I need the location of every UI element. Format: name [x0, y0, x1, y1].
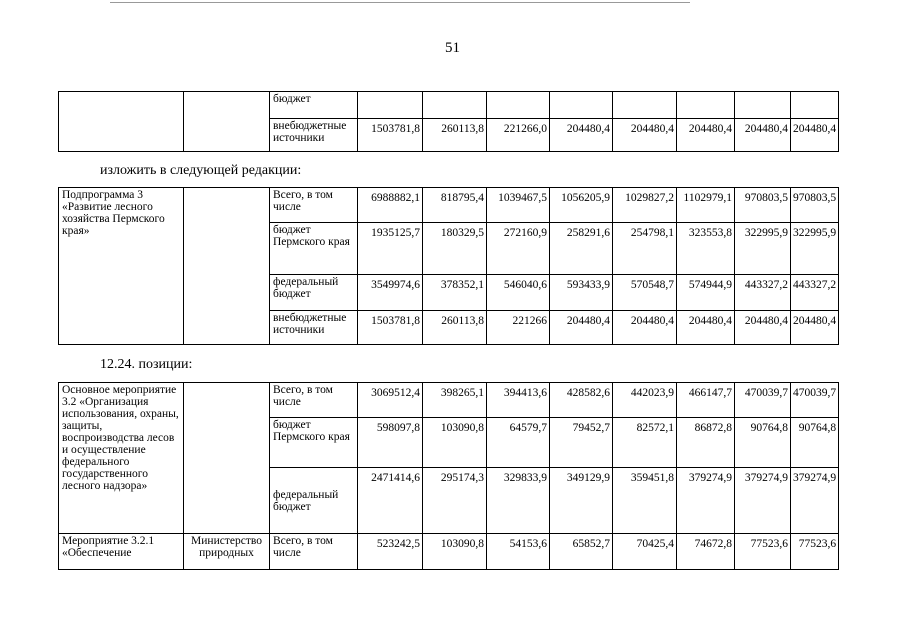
instruction-paragraph: изложить в следующей редакции:	[100, 163, 302, 178]
table-row	[59, 383, 839, 418]
value-cell: 443327,2	[735, 275, 791, 311]
value-cell: 258291,6	[550, 223, 613, 275]
value-cell	[613, 92, 677, 119]
value-cell: 523242,5	[358, 534, 423, 570]
responsible-cell-empty	[184, 92, 270, 152]
value-cell: 322995,9	[735, 223, 791, 275]
value-cell: 2471414,6	[358, 468, 423, 534]
value-cell: 65852,7	[550, 534, 613, 570]
value-cell: 77523,6	[735, 534, 791, 570]
value-cell: 322995,9	[791, 223, 839, 275]
value-cell: 379274,9	[677, 468, 735, 534]
value-cell: 221266	[487, 311, 550, 345]
value-cell: 204480,4	[735, 119, 791, 152]
value-cell: 349129,9	[550, 468, 613, 534]
top-edge-line	[110, 2, 690, 3]
value-cell: 598097,8	[358, 418, 423, 468]
funding-type-cell: бюджет	[270, 92, 358, 119]
value-cell	[677, 92, 735, 119]
value-cell: 204480,4	[613, 311, 677, 345]
value-cell: 260113,8	[423, 311, 487, 345]
value-cell: 1039467,5	[487, 188, 550, 223]
funding-type-cell: внебюджетные источники	[270, 119, 358, 152]
funding-type-cell: Всего, в том числе	[270, 534, 358, 570]
value-cell: 398265,1	[423, 383, 487, 418]
value-cell: 103090,8	[423, 418, 487, 468]
value-cell: 260113,8	[423, 119, 487, 152]
value-cell: 103090,8	[423, 534, 487, 570]
value-cell: 79452,7	[550, 418, 613, 468]
table-row	[59, 92, 839, 119]
funding-type-cell: федеральный бюджет	[270, 468, 358, 534]
value-cell: 204480,4	[550, 119, 613, 152]
value-cell: 323553,8	[677, 223, 735, 275]
value-cell: 1056205,9	[550, 188, 613, 223]
value-cell	[550, 92, 613, 119]
value-cell: 818795,4	[423, 188, 487, 223]
value-cell: 221266,0	[487, 119, 550, 152]
value-cell: 428582,6	[550, 383, 613, 418]
value-cell: 1029827,2	[613, 188, 677, 223]
value-cell: 379274,9	[791, 468, 839, 534]
funding-type-cell: Всего, в том числе	[270, 188, 358, 223]
value-cell: 82572,1	[613, 418, 677, 468]
value-cell: 443327,2	[791, 275, 839, 311]
value-cell	[358, 92, 423, 119]
section-paragraph: 12.24. позиции:	[100, 357, 193, 372]
funding-type-cell: бюджет Пермского края	[270, 223, 358, 275]
value-cell: 570548,7	[613, 275, 677, 311]
value-cell: 6988882,1	[358, 188, 423, 223]
value-cell: 90764,8	[791, 418, 839, 468]
value-cell	[791, 92, 839, 119]
value-cell: 1503781,8	[358, 119, 423, 152]
value-cell: 204480,4	[791, 311, 839, 345]
event-name-cell: Основное мероприятие 3.2 «Организация использования, охраны, защиты, воспроизводства лесов и осуществление федерального государственного лесного надзора»	[59, 383, 184, 534]
value-cell: 574944,9	[677, 275, 735, 311]
value-cell: 329833,9	[487, 468, 550, 534]
value-cell	[423, 92, 487, 119]
value-cell: 272160,9	[487, 223, 550, 275]
value-cell: 204480,4	[677, 311, 735, 345]
value-cell: 204480,4	[613, 119, 677, 152]
value-cell: 394413,6	[487, 383, 550, 418]
responsible-cell-empty	[184, 188, 270, 345]
value-cell: 204480,4	[677, 119, 735, 152]
value-cell: 442023,9	[613, 383, 677, 418]
value-cell: 70425,4	[613, 534, 677, 570]
table-1	[58, 91, 839, 152]
value-cell: 593433,9	[550, 275, 613, 311]
value-cell: 204480,4	[550, 311, 613, 345]
value-cell: 378352,1	[423, 275, 487, 311]
value-cell: 470039,7	[791, 383, 839, 418]
funding-type-cell: федеральный бюджет	[270, 275, 358, 311]
funding-type-cell: Всего, в том числе	[270, 383, 358, 418]
funding-type-cell: внебюджетные источники	[270, 311, 358, 345]
funding-type-cell: бюджет Пермского края	[270, 418, 358, 468]
responsible-cell: Министерство природных	[184, 534, 270, 570]
value-cell: 466147,7	[677, 383, 735, 418]
value-cell: 546040,6	[487, 275, 550, 311]
value-cell: 1935125,7	[358, 223, 423, 275]
value-cell: 470039,7	[735, 383, 791, 418]
event-name-cell: Мероприятие 3.2.1 «Обеспечение	[59, 534, 184, 570]
value-cell: 3549974,6	[358, 275, 423, 311]
value-cell: 1102979,1	[677, 188, 735, 223]
value-cell	[735, 92, 791, 119]
value-cell: 204480,4	[735, 311, 791, 345]
value-cell	[487, 92, 550, 119]
value-cell: 86872,8	[677, 418, 735, 468]
value-cell: 77523,6	[791, 534, 839, 570]
value-cell: 295174,3	[423, 468, 487, 534]
table-row	[59, 188, 839, 223]
value-cell: 970803,5	[735, 188, 791, 223]
value-cell: 970803,5	[791, 188, 839, 223]
value-cell: 254798,1	[613, 223, 677, 275]
table-3	[58, 382, 839, 570]
responsible-cell-empty	[184, 383, 270, 534]
program-cell-empty	[59, 92, 184, 152]
value-cell: 3069512,4	[358, 383, 423, 418]
value-cell: 1503781,8	[358, 311, 423, 345]
value-cell: 204480,4	[791, 119, 839, 152]
value-cell: 180329,5	[423, 223, 487, 275]
program-name-cell: Подпрограмма 3 «Развитие лесного хозяйства Пермского края»	[59, 188, 184, 345]
value-cell: 64579,7	[487, 418, 550, 468]
table-row	[59, 534, 839, 570]
value-cell: 359451,8	[613, 468, 677, 534]
value-cell: 54153,6	[487, 534, 550, 570]
value-cell: 74672,8	[677, 534, 735, 570]
page-number: 51	[445, 40, 460, 56]
table-2	[58, 187, 839, 345]
value-cell: 379274,9	[735, 468, 791, 534]
value-cell: 90764,8	[735, 418, 791, 468]
